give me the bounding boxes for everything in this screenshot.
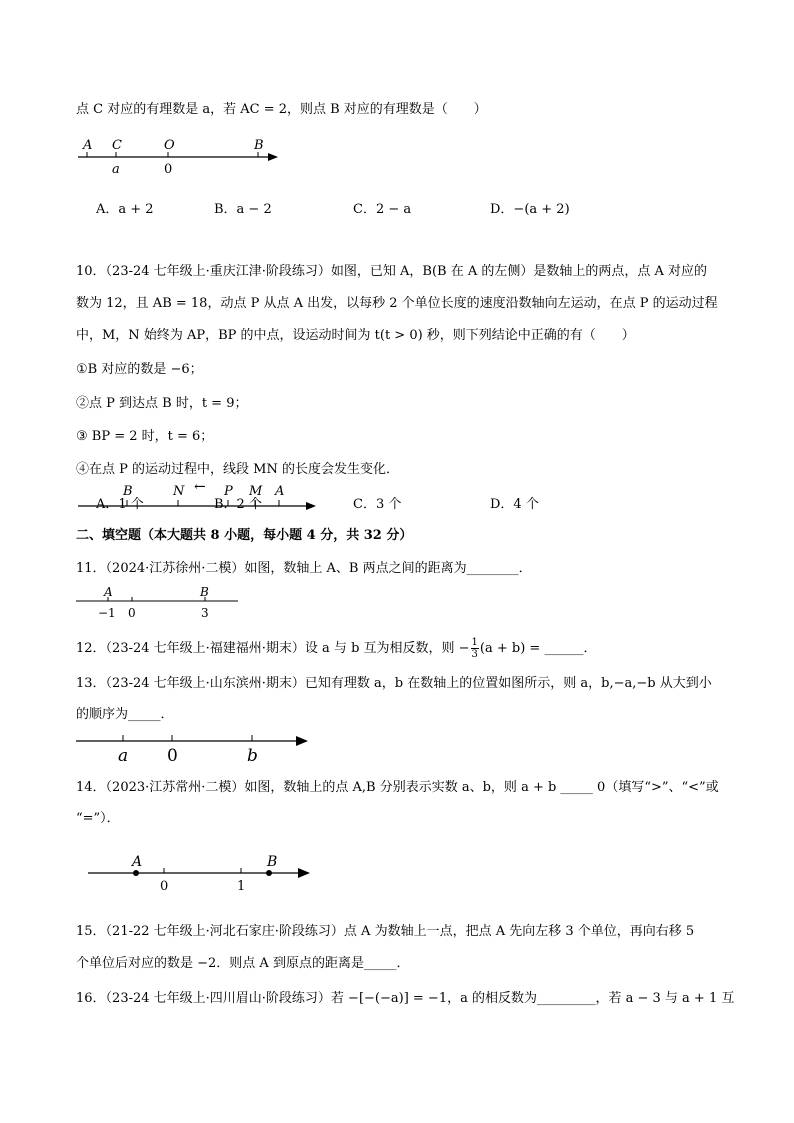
q14-line-2: “=”）． [76, 811, 120, 826]
q10-option-d: D．4 个 [490, 497, 539, 512]
q10-line-2: 数为 12，且 AB = 18，动点 P 从点 A 出发，以每秒 2 个单位长度的速度沿数轴向左运动，在点 P 的运动过程 [76, 296, 718, 311]
q10-line-3: 中，M，N 始终为 AP，BP 的中点，设运动时间为 t(t > 0) 秒，则下列结论中正确的有（ ） [76, 328, 635, 343]
q10-label-A: A [275, 484, 285, 499]
q10-line-1: 10．（23-24 七年级上·重庆江津·阶段练习）如图，已知 A，B(B 在 A 的左侧）是数轴上的两点，点 A 对应的 [76, 264, 708, 279]
q12-text-after: (a + b) = ______． [479, 641, 597, 656]
q13-line-2: 的顺序为_____． [76, 707, 174, 722]
q12-fraction-numerator: 1 [471, 637, 478, 648]
q11-label-B: B [200, 585, 209, 599]
q9-label-A: A [83, 138, 93, 153]
q12-fraction-denominator: 3 [471, 649, 478, 660]
q10-option-b: B．2 个 [214, 497, 262, 512]
q11-number-line [74, 582, 244, 622]
q9-option-c: C．2 − a [353, 202, 412, 217]
q10-arrow-left-icon: ← [194, 483, 206, 495]
q10-statement-4: ④在点 P 的运动过程中，线段 MN 的长度会发生变化． [76, 462, 399, 477]
q14-label-A: A [132, 854, 143, 870]
q14-point-A [133, 870, 139, 876]
q9-option-d: D．−(a + 2) [490, 202, 570, 217]
q11-label-neg1: −1 [98, 606, 116, 620]
q9-label-B: B [254, 138, 264, 153]
q14-label-B: B [267, 854, 278, 870]
q10-statement-2: ②点 P 到达点 B 时，t = 9； [76, 396, 248, 411]
q11-label-3: 3 [201, 606, 209, 620]
q13-line-1: 13．（23-24 七年级上·山东滨州·期末）已知有理数 a，b 在数轴上的位置如图所示，则 a，b,−a,−b 从大到小 [76, 676, 712, 691]
q13-label-0: 0 [167, 746, 178, 766]
q10-label-N: N [173, 484, 185, 499]
q11-label-0: 0 [128, 606, 136, 620]
q9-option-a: A．a + 2 [96, 202, 154, 217]
q13-label-b: b [247, 746, 258, 766]
q15-line-2: 个单位后对应的数是 −2．则点 A 到原点的距离是_____． [76, 956, 410, 971]
q11-label-A: A [104, 585, 113, 599]
section-heading-fill-in: 二、填空题（本大题共 8 小题，每小题 4 分，共 32 分） [76, 528, 413, 543]
q12-fraction [471, 637, 479, 660]
q15-line-1: 15．（21-22 七年级上·河北石家庄·阶段练习）点 A 为数轴上一点，把点 A 先向左移 3 个单位，再向右移 5 [76, 924, 695, 939]
q9-label-0: 0 [164, 162, 173, 177]
q11-stem: 11．（2024·江苏徐州·二模）如图，数轴上 A、B 两点之间的距离为________． [76, 561, 532, 576]
q9-label-C: C [112, 138, 122, 153]
q10-label-B: B [123, 484, 133, 499]
q9-number-line [70, 132, 290, 182]
q9-option-b: B．a − 2 [214, 202, 272, 217]
q10-statement-3: ③ BP = 2 时，t = 6； [76, 429, 214, 444]
q14-number-line [84, 852, 319, 894]
q13-number-line [74, 730, 314, 766]
q14-line-1: 14．（2023·江苏常州·二模）如图，数轴上的点 A,B 分别表示实数 a、b，则 a + b _____ 0（填写“>”、“<”或 [76, 780, 719, 795]
q13-label-a: a [118, 746, 129, 766]
q9-label-O: O [164, 138, 175, 153]
q12-stem [76, 637, 726, 660]
q10-statement-1: ①B 对应的数是 −6； [76, 362, 203, 377]
q10-label-P: P [224, 484, 233, 499]
q14-label-0: 0 [160, 879, 169, 894]
q16-line-1: 16．（23-24 七年级上·四川眉山·阶段练习）若 −[−(−a)] = −1，a 的相反数为_________，若 a − 3 与 a + 1 互 [76, 991, 735, 1006]
q9-label-a: a [112, 162, 120, 177]
q9-stem: 点 C 对应的有理数是 a，若 AC = 2，则点 B 对应的有理数是（ ） [76, 102, 487, 117]
q10-option-a: A．1 个 [96, 497, 144, 512]
q12-text-before: 12．（23-24 七年级上·福建福州·期末）设 a 与 b 互为相反数，则 − [76, 641, 470, 656]
q14-point-B [266, 870, 272, 876]
q10-label-M: M [249, 484, 263, 499]
q14-label-1: 1 [237, 879, 246, 894]
q10-option-c: C．3 个 [353, 497, 402, 512]
